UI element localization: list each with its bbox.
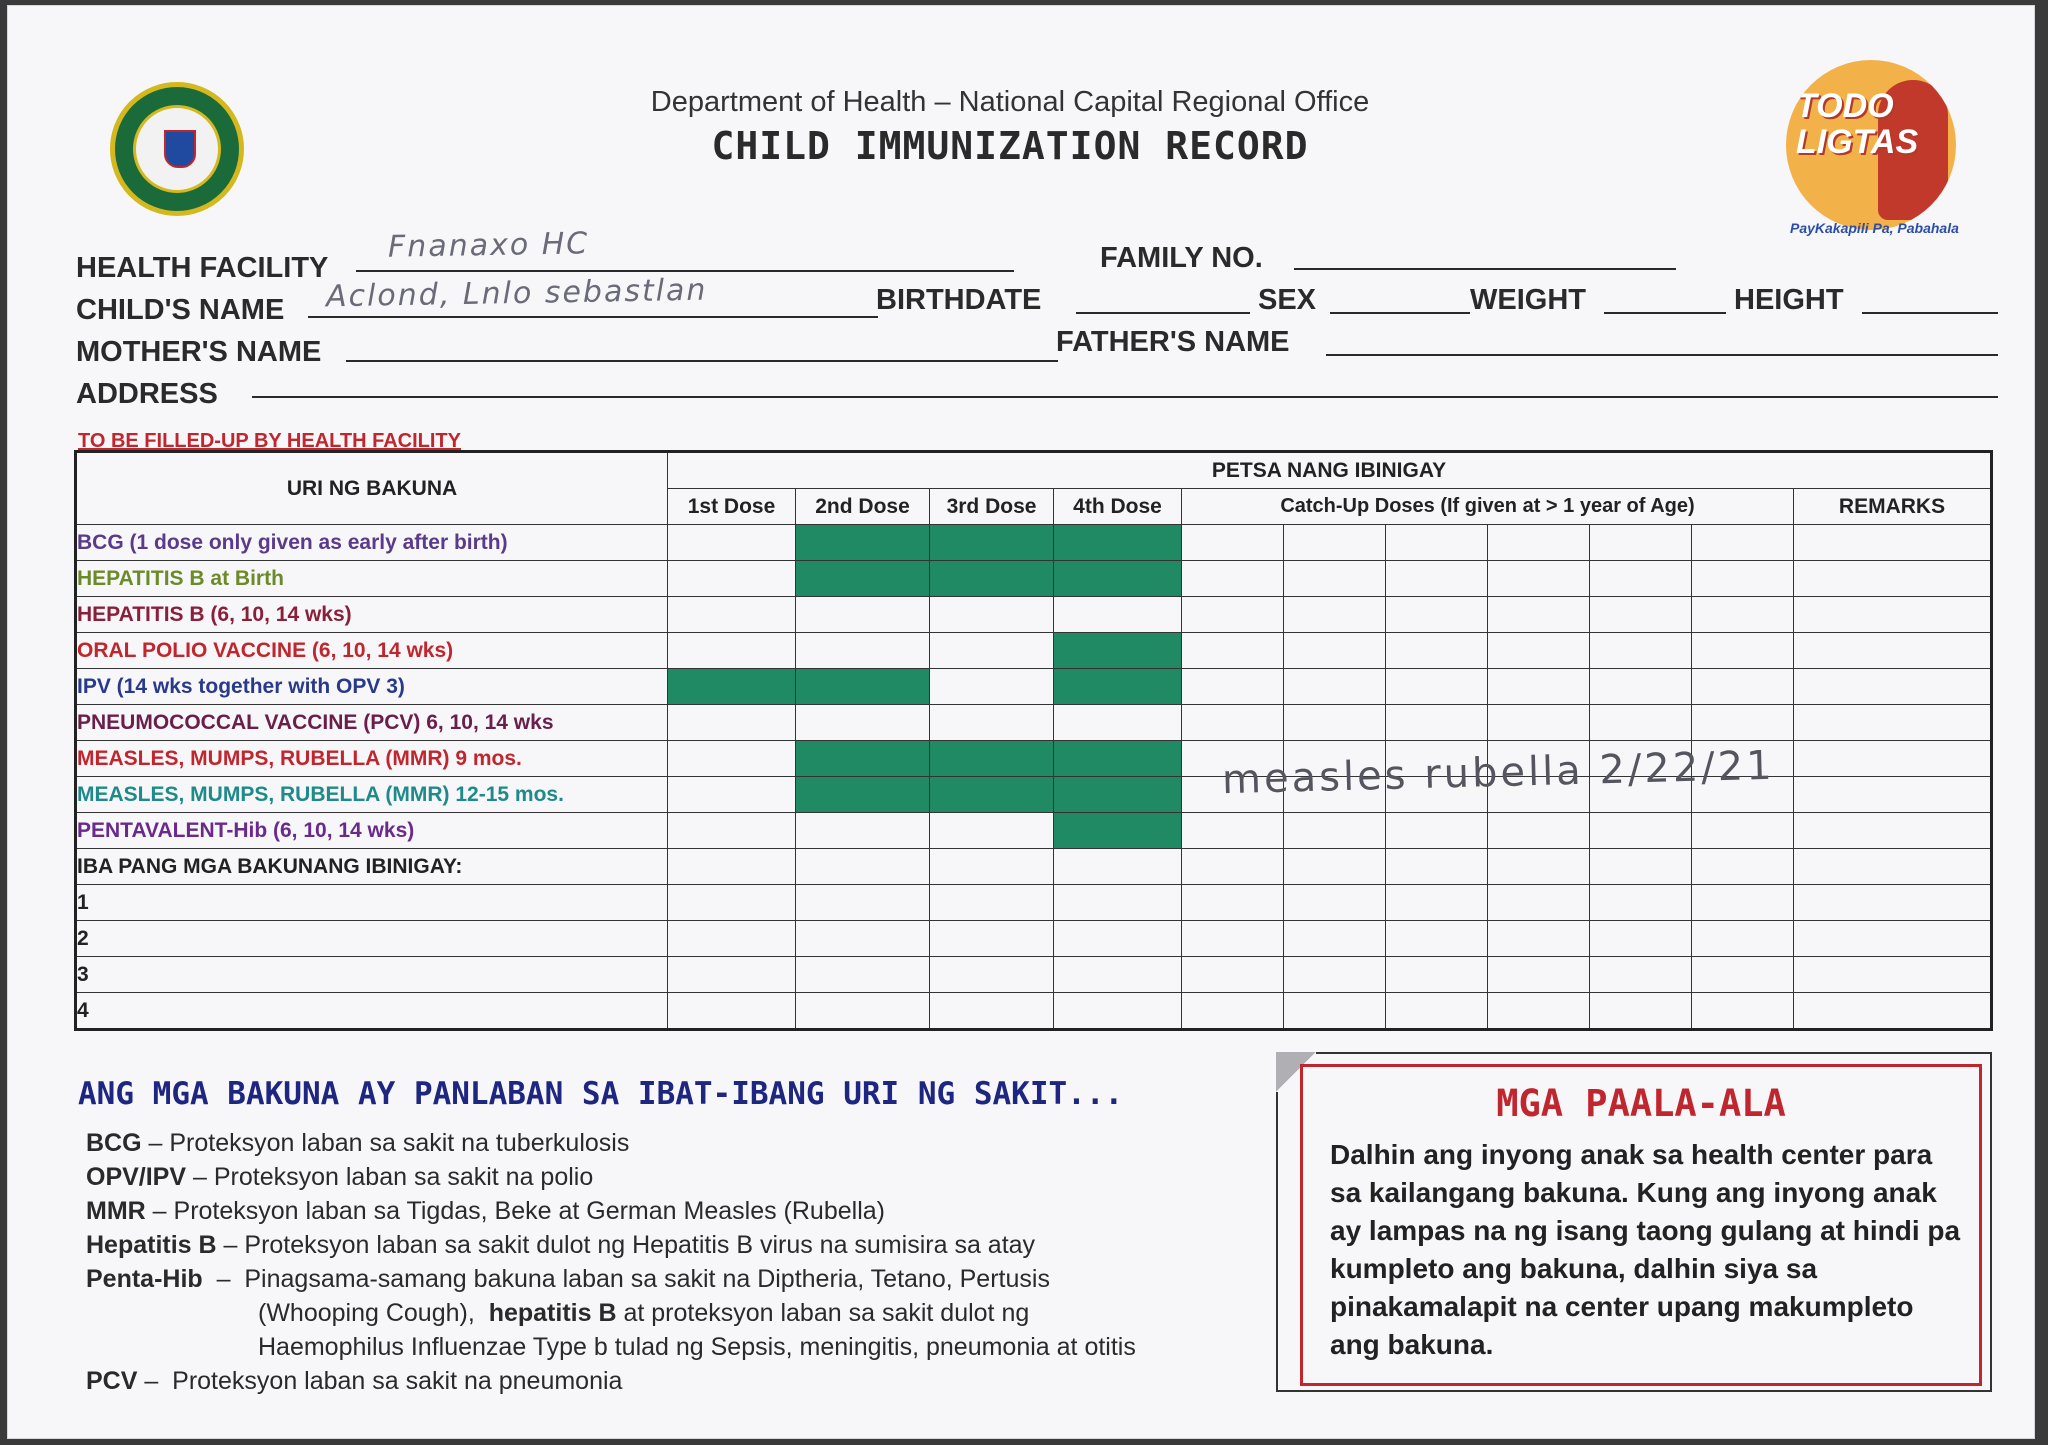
col-header-dose2: 2nd Dose (796, 489, 930, 525)
date-cell[interactable] (1590, 705, 1692, 741)
date-cell[interactable] (1182, 561, 1284, 597)
date-cell[interactable] (1692, 885, 1794, 921)
def-separator: – (186, 1163, 214, 1191)
def-text: Proteksyon laban sa sakit dulot ng Hepatitis B virus na sumisira sa atay (244, 1231, 1036, 1259)
date-cell[interactable] (1054, 921, 1182, 957)
dose-cell[interactable] (668, 813, 796, 849)
date-cell[interactable] (1692, 993, 1794, 1030)
def-term: BCG (86, 1129, 142, 1157)
date-cell[interactable] (1794, 705, 1992, 741)
date-cell[interactable] (1794, 669, 1992, 705)
shaded-dose-cell (1054, 813, 1182, 849)
date-cell[interactable] (930, 957, 1054, 993)
shaded-dose-cell (930, 741, 1054, 777)
childs-name-value: Aclond, Lnlo sebastlan (325, 272, 708, 315)
date-cell[interactable] (1386, 705, 1488, 741)
mothers-name-field[interactable] (346, 360, 1058, 362)
vaccine-label: BCG (1 dose only given as early after birth) (76, 525, 668, 561)
health-facility-label: HEALTH FACILITY (76, 252, 329, 284)
definition-row (86, 1194, 1266, 1228)
def-separator: – (202, 1265, 245, 1293)
dose-cell[interactable] (668, 561, 796, 597)
date-cell[interactable] (1692, 921, 1794, 957)
date-cell[interactable] (1284, 849, 1386, 885)
fathers-name-field[interactable] (1326, 354, 1998, 356)
date-cell[interactable] (668, 885, 796, 921)
health-facility-value: Fnanaxo HC (387, 226, 590, 265)
childs-name-field[interactable] (308, 316, 878, 318)
date-cell[interactable] (1488, 669, 1590, 705)
definition-row (86, 1126, 1266, 1160)
birthdate-field[interactable] (1076, 312, 1250, 314)
shaded-dose-cell (668, 669, 796, 705)
vaccine-label: PENTAVALENT-Hib (6, 10, 14 wks) (76, 813, 668, 849)
col-header-catchup: Catch-Up Doses (If given at > 1 year of Age) (1182, 489, 1794, 525)
def-text: Proteksyon laban sa sakit na pneumonia (172, 1367, 623, 1395)
date-cell[interactable] (1794, 813, 1992, 849)
date-cell[interactable] (1284, 921, 1386, 957)
date-cell[interactable] (1794, 849, 1992, 885)
date-cell[interactable] (1794, 777, 1992, 813)
date-cell[interactable] (1590, 633, 1692, 669)
date-cell[interactable] (1386, 993, 1488, 1030)
other-vaccines-header-row (76, 849, 1992, 885)
logo-caption: PayKakapili Pa, Pabahala (1790, 220, 1959, 236)
dose-cell[interactable] (796, 633, 930, 669)
date-cell[interactable] (1386, 885, 1488, 921)
def-separator: – (145, 1197, 174, 1225)
vaccine-row (76, 633, 1992, 669)
doh-seal-icon (110, 82, 244, 216)
date-cell[interactable] (1284, 813, 1386, 849)
date-cell[interactable] (1488, 633, 1590, 669)
date-cell[interactable] (1794, 993, 1992, 1030)
vaccine-label: ORAL POLIO VACCINE (6, 10, 14 wks) (76, 633, 668, 669)
date-cell[interactable] (1590, 525, 1692, 561)
dose-cell[interactable] (1054, 705, 1182, 741)
shaded-dose-cell (796, 525, 930, 561)
date-cell[interactable] (1054, 993, 1182, 1030)
vaccine-label: MEASLES, MUMPS, RUBELLA (MMR) 9 mos. (76, 741, 668, 777)
date-cell[interactable] (1182, 993, 1284, 1030)
date-cell[interactable] (1386, 633, 1488, 669)
vaccine-label: MEASLES, MUMPS, RUBELLA (MMR) 12-15 mos. (76, 777, 668, 813)
definition-row (86, 1228, 1266, 1262)
def-term: MMR (86, 1197, 146, 1225)
vaccine-label: HEPATITIS B at Birth (76, 561, 668, 597)
date-cell[interactable] (1284, 957, 1386, 993)
family-no-label: FAMILY NO. (1100, 242, 1263, 274)
shaded-dose-cell (1054, 777, 1182, 813)
date-cell[interactable] (1590, 561, 1692, 597)
date-cell[interactable] (1488, 957, 1590, 993)
date-cell[interactable] (1284, 561, 1386, 597)
birthdate-label: BIRTHDATE (876, 284, 1042, 316)
date-cell[interactable] (1488, 705, 1590, 741)
date-cell[interactable] (1386, 669, 1488, 705)
penta-line2-b: hepatitis B (488, 1299, 617, 1327)
shaded-dose-cell (930, 561, 1054, 597)
date-cell[interactable] (1692, 561, 1794, 597)
date-cell[interactable] (1284, 993, 1386, 1030)
dose-cell[interactable] (796, 597, 930, 633)
address-field[interactable] (252, 396, 1998, 398)
date-cell[interactable] (668, 849, 796, 885)
date-cell[interactable] (1794, 957, 1992, 993)
def-separator: – (216, 1231, 245, 1259)
other-vaccine-number[interactable]: 1 (76, 885, 668, 921)
seal-shield-icon (164, 130, 196, 168)
shaded-dose-cell (930, 525, 1054, 561)
date-cell[interactable] (796, 993, 930, 1030)
shaded-dose-cell (1054, 669, 1182, 705)
dose-cell[interactable] (930, 633, 1054, 669)
date-cell[interactable] (1284, 885, 1386, 921)
date-cell[interactable] (1284, 525, 1386, 561)
reminder-body: Dalhin ang inyong anak sa health center para sa kailangang bakuna. Kung ang inyong anak ay lampas na ng isang taong gulang at hindi pa kumpleto ang bakuna, dalhin siya sa pinakamalapit na center upang makumpleto ang bakuna. (1330, 1139, 1961, 1360)
date-cell[interactable] (668, 957, 796, 993)
date-cell[interactable] (1284, 705, 1386, 741)
def-pcv: PCV – Proteksyon laban sa sakit na pneumonia (86, 1367, 623, 1395)
definition-row (86, 1262, 1266, 1296)
shaded-dose-cell (796, 741, 930, 777)
date-cell[interactable] (1284, 669, 1386, 705)
immunization-table (74, 450, 1993, 1031)
height-field[interactable] (1862, 312, 1998, 314)
date-cell[interactable] (1590, 921, 1692, 957)
def-text: Proteksyon laban sa sakit na tuberkulosis (169, 1129, 630, 1157)
col-header-dose1: 1st Dose (668, 489, 796, 525)
def-text: Pinagsama-samang bakuna laban sa sakit na Diptheria, Tetano, Pertusis (244, 1265, 1050, 1293)
date-cell[interactable] (1794, 633, 1992, 669)
date-cell[interactable] (930, 993, 1054, 1030)
sex-label: SEX (1258, 284, 1317, 316)
dose-cell[interactable] (930, 669, 1054, 705)
other-vaccine-number[interactable]: 4 (76, 993, 668, 1030)
date-cell[interactable] (1054, 849, 1182, 885)
address-label: ADDRESS (76, 378, 218, 410)
penta-line-3: Haemophilus Influenzae Type b tulad ng Sepsis, meningitis, pneumonia at otitis (258, 1333, 1136, 1361)
date-cell[interactable] (1590, 597, 1692, 633)
childs-name-label: CHILD'S NAME (76, 294, 285, 326)
date-cell[interactable] (1692, 849, 1794, 885)
vaccine-row (76, 813, 1992, 849)
date-cell[interactable] (1488, 993, 1590, 1030)
other-vaccine-row (76, 993, 1992, 1030)
date-cell[interactable] (1692, 633, 1794, 669)
dose-cell[interactable] (668, 633, 796, 669)
date-cell[interactable] (796, 957, 930, 993)
date-cell[interactable] (1692, 957, 1794, 993)
dose-cell[interactable] (796, 813, 930, 849)
def-text: Proteksyon laban sa sakit na polio (213, 1163, 594, 1191)
vaccine-slogan: ANG MGA BAKUNA AY PANLABAN SA IBAT-IBANG URI NG SAKIT... (78, 1076, 1124, 1112)
col-header-petsa: PETSA NANG IBINIGAY (668, 452, 1992, 489)
other-vaccine-number[interactable]: 3 (76, 957, 668, 993)
date-cell[interactable] (1182, 813, 1284, 849)
dose-cell[interactable] (668, 777, 796, 813)
def-term: Hepatitis B (86, 1231, 217, 1259)
vaccine-row (76, 561, 1992, 597)
date-cell[interactable] (1386, 813, 1488, 849)
date-cell[interactable] (1386, 525, 1488, 561)
vaccine-row (76, 597, 1992, 633)
dose-cell[interactable] (930, 705, 1054, 741)
col-header-dose4: 4th Dose (1054, 489, 1182, 525)
vaccine-label: IPV (14 wks together with OPV 3) (76, 669, 668, 705)
dose-cell[interactable] (796, 705, 930, 741)
vaccine-row (76, 705, 1992, 741)
shaded-dose-cell (796, 561, 930, 597)
other-vaccine-number[interactable]: 2 (76, 921, 668, 957)
date-cell[interactable] (1488, 525, 1590, 561)
date-cell[interactable] (1692, 813, 1794, 849)
date-cell[interactable] (1182, 957, 1284, 993)
shaded-dose-cell (1054, 525, 1182, 561)
fathers-name-label: FATHER'S NAME (1056, 326, 1290, 358)
date-cell[interactable] (1182, 705, 1284, 741)
dose-cell[interactable] (1054, 597, 1182, 633)
date-cell[interactable] (1590, 849, 1692, 885)
date-cell[interactable] (1386, 921, 1488, 957)
col-header-dose3: 3rd Dose (930, 489, 1054, 525)
date-cell[interactable] (1692, 597, 1794, 633)
height-label: HEIGHT (1734, 284, 1844, 316)
date-cell[interactable] (1590, 813, 1692, 849)
date-cell[interactable] (1386, 597, 1488, 633)
reminder-title: MGA PAALA-ALA (1496, 1082, 1786, 1125)
vaccine-row (76, 525, 1992, 561)
page-title: CHILD IMMUNIZATION RECORD (711, 124, 1309, 168)
date-cell[interactable] (1284, 633, 1386, 669)
family-no-field[interactable] (1294, 268, 1676, 270)
date-cell[interactable] (1488, 849, 1590, 885)
date-cell[interactable] (796, 849, 930, 885)
col-header-vaccine: URI NG BAKUNA (76, 452, 668, 525)
date-cell[interactable] (1182, 885, 1284, 921)
shaded-dose-cell (930, 777, 1054, 813)
vaccine-definitions (86, 1126, 1266, 1398)
date-cell[interactable] (796, 885, 930, 921)
date-cell[interactable] (668, 921, 796, 957)
mothers-name-label: MOTHER'S NAME (76, 336, 322, 368)
shaded-dose-cell (1054, 633, 1182, 669)
date-cell[interactable] (1794, 525, 1992, 561)
date-cell[interactable] (1590, 993, 1692, 1030)
weight-field[interactable] (1604, 312, 1726, 314)
date-cell[interactable] (1054, 957, 1182, 993)
date-cell[interactable] (1590, 669, 1692, 705)
date-cell[interactable] (1794, 597, 1992, 633)
date-cell[interactable] (1386, 561, 1488, 597)
def-term: PCV (86, 1367, 138, 1395)
logo-text: TODO LIGTAS (1796, 87, 1919, 161)
date-cell[interactable] (1054, 885, 1182, 921)
department-heading: Department of Health – National Capital Regional Office (650, 86, 1370, 118)
date-cell[interactable] (1488, 561, 1590, 597)
penta-line2-a: (Whooping Cough), (258, 1299, 475, 1327)
vaccine-label: PNEUMOCOCCAL VACCINE (PCV) 6, 10, 14 wks (76, 705, 668, 741)
dose-cell[interactable] (668, 741, 796, 777)
date-cell[interactable] (1590, 885, 1692, 921)
date-cell[interactable] (1182, 525, 1284, 561)
date-cell[interactable] (930, 885, 1054, 921)
def-text: Proteksyon laban sa Tigdas, Beke at German Measles (Rubella) (173, 1197, 885, 1225)
col-header-remarks: REMARKS (1794, 489, 1992, 525)
weight-label: WEIGHT (1470, 284, 1586, 316)
other-vaccines-label: IBA PANG MGA BAKUNANG IBINIGAY: (76, 849, 668, 885)
health-facility-field[interactable] (356, 270, 1014, 272)
date-cell[interactable] (1182, 597, 1284, 633)
shaded-dose-cell (796, 669, 930, 705)
shaded-dose-cell (796, 777, 930, 813)
date-cell[interactable] (1488, 921, 1590, 957)
date-cell[interactable] (1488, 813, 1590, 849)
date-cell[interactable] (1488, 597, 1590, 633)
def-term: OPV/IPV (86, 1163, 187, 1191)
date-cell[interactable] (796, 921, 930, 957)
shaded-dose-cell (1054, 741, 1182, 777)
date-cell[interactable] (1284, 597, 1386, 633)
todo-ligtas-logo-icon (1786, 60, 1956, 230)
date-cell[interactable] (1794, 561, 1992, 597)
date-cell[interactable] (1794, 921, 1992, 957)
date-cell[interactable] (1386, 849, 1488, 885)
date-cell[interactable] (1794, 885, 1992, 921)
date-cell[interactable] (1182, 633, 1284, 669)
def-separator: – (141, 1129, 170, 1157)
date-cell[interactable] (1692, 705, 1794, 741)
definitions-list (86, 1126, 1266, 1296)
date-cell[interactable] (930, 849, 1054, 885)
dose-cell[interactable] (668, 597, 796, 633)
sex-field[interactable] (1330, 312, 1470, 314)
table-note: TO BE FILLED-UP BY HEALTH FACILITY (78, 430, 461, 452)
date-cell[interactable] (1182, 849, 1284, 885)
penta-line2-c: at proteksyon laban sa sakit dulot ng (616, 1299, 1030, 1327)
date-cell[interactable] (668, 993, 796, 1030)
date-cell[interactable] (1386, 957, 1488, 993)
handwritten-measles-entry: measles rubella 2/22/21 (1221, 742, 1776, 804)
vaccine-row (76, 669, 1992, 705)
other-vaccine-row (76, 921, 1992, 957)
dose-cell[interactable] (668, 525, 796, 561)
def-term: Penta-Hib (86, 1265, 203, 1293)
date-cell[interactable] (1692, 669, 1794, 705)
seal-inner (133, 105, 221, 193)
date-cell[interactable] (1692, 525, 1794, 561)
date-cell[interactable] (1182, 921, 1284, 957)
other-vaccine-row (76, 957, 1992, 993)
dose-cell[interactable] (930, 597, 1054, 633)
date-cell[interactable] (1182, 669, 1284, 705)
date-cell[interactable] (1794, 741, 1992, 777)
date-cell[interactable] (1488, 885, 1590, 921)
definition-row (86, 1160, 1266, 1194)
date-cell[interactable] (1590, 957, 1692, 993)
penta-line-2 (86, 1296, 1266, 1330)
vaccine-label: HEPATITIS B (6, 10, 14 wks) (76, 597, 668, 633)
shaded-dose-cell (1054, 561, 1182, 597)
dose-cell[interactable] (668, 705, 796, 741)
dose-cell[interactable] (930, 813, 1054, 849)
other-vaccine-row (76, 885, 1992, 921)
date-cell[interactable] (930, 921, 1054, 957)
